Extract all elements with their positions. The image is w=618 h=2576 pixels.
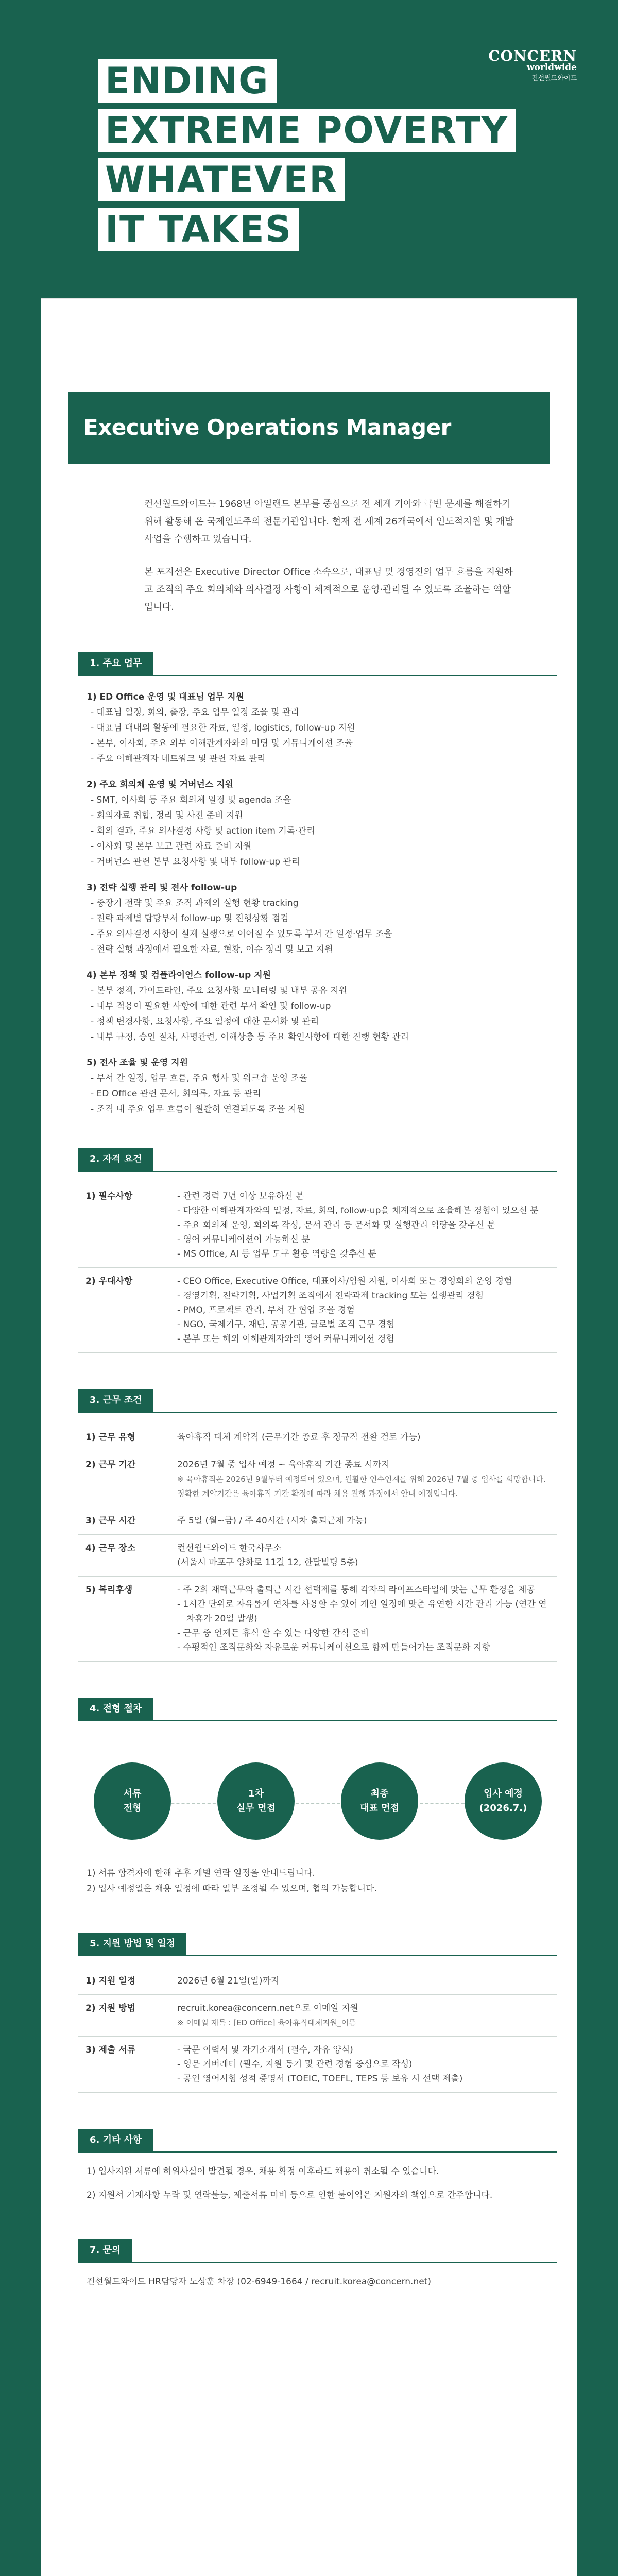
duty-group bbox=[87, 1055, 577, 1117]
row-label: 3) 근무 시간 bbox=[78, 1507, 170, 1535]
row-text: - CEO Office, Executive Office, 대표이사/임원 지원, 이사회 또는 경영회의 운영 경험 bbox=[177, 1276, 512, 1286]
duty-item: - 주요 의사결정 사항이 실제 실행으로 이어질 수 있도록 부서 간 일정·업무 조율 bbox=[91, 929, 392, 939]
section-title: 2. 자격 요건 bbox=[78, 1148, 153, 1171]
section-conditions-header bbox=[78, 1389, 557, 1413]
row-text: - 공인 영어시험 성적 증명서 (TOEIC, TOEFL, TEPS 등 보유 시 선택 제출) bbox=[177, 2074, 463, 2084]
duty-item: - SMT, 이사회 등 주요 회의체 일정 및 agenda 조율 bbox=[91, 795, 291, 805]
row-text: - 주 2회 재택근무와 출퇴근 시간 선택제를 통해 각자의 라이프스타일에 맞는 근무 환경을 제공 bbox=[177, 1585, 535, 1595]
hero-line: ENDING bbox=[98, 59, 277, 103]
hero-line: WHATEVER bbox=[98, 158, 345, 201]
job-posting-card bbox=[41, 299, 577, 2576]
hero-banner bbox=[0, 0, 618, 258]
duty-item: - 본부, 이사회, 주요 외부 이해관계자와의 미팅 및 커뮤니케이션 조율 bbox=[91, 738, 353, 749]
row-value bbox=[170, 1535, 557, 1577]
duty-group-title: 5) 전사 조율 및 운영 지원 bbox=[87, 1058, 188, 1068]
duty-item: - 전략 실행 과정에서 필요한 자료, 현황, 이슈 정리 및 보고 지원 bbox=[91, 944, 333, 955]
table-row bbox=[78, 1451, 557, 1507]
step-label: (2026.7.) bbox=[479, 1803, 527, 1814]
row-text: recruit.korea@concern.net으로 이메일 지원 bbox=[177, 2003, 358, 2013]
note-line: 1) 입사지원 서류에 허위사실이 발견될 경우, 채용 확정 이후라도 채용이 취소될 수 있습니다. bbox=[87, 2166, 439, 2177]
row-value bbox=[170, 1451, 557, 1507]
note-line: 1) 서류 합격자에 한해 추후 개별 연락 일정을 안내드립니다. bbox=[87, 1868, 315, 1878]
step-label: 입사 예정 bbox=[484, 1788, 523, 1799]
row-text: 주 5일 (월~금) / 주 40시간 (시차 출퇴근제 가능) bbox=[177, 1516, 367, 1526]
row-label: 1) 근무 유형 bbox=[78, 1424, 170, 1451]
section-contact-header bbox=[78, 2239, 557, 2263]
table-row bbox=[78, 1995, 557, 2037]
row-text: - 경영기획, 전략기획, 사업기획 조직에서 전략과제 tracking 또는 실행관리 경험 bbox=[177, 1291, 484, 1301]
step-label: 전형 bbox=[123, 1803, 142, 1814]
section-other-header bbox=[78, 2129, 557, 2153]
row-text: - 본부 또는 해외 이해관계자와의 영어 커뮤니케이션 경험 bbox=[177, 1334, 394, 1344]
step-label: 최종 bbox=[370, 1788, 389, 1799]
row-label: 2) 우대사항 bbox=[78, 1268, 170, 1353]
row-note: ※ 육아휴직은 2026년 9월부터 예정되어 있으며, 원활한 인수인계를 위해 2026년 7월 중 입사를 희망합니다. 정확한 계약기간은 육아휴직 기간 확정에 따라 채용 진행 과정에서 안내 예정입니다. bbox=[177, 1475, 546, 1498]
row-value bbox=[170, 1268, 557, 1353]
section-application-header bbox=[78, 1933, 557, 1956]
row-text: - 근무 중 언제든 휴식 할 수 있는 다양한 간식 준비 bbox=[177, 1628, 369, 1638]
logo-sub: worldwide bbox=[526, 62, 577, 73]
section-title: 6. 기타 사항 bbox=[78, 2129, 153, 2151]
table-row bbox=[78, 1268, 557, 1353]
contact-info: 컨선월드와이드 HR담당자 노상훈 차장 (02-6949-1664 / recruit.korea@concern.net) bbox=[87, 2277, 431, 2287]
row-text: - 관련 경력 7년 이상 보유하신 분 bbox=[177, 1191, 304, 1201]
row-label: 5) 복리후생 bbox=[78, 1577, 170, 1662]
step-label: 1차 bbox=[248, 1788, 264, 1799]
row-text: - 국문 이력서 및 자기소개서 (필수, 자유 양식) bbox=[177, 2045, 353, 2055]
row-value bbox=[170, 1183, 557, 1268]
table-row bbox=[78, 1424, 557, 1451]
duty-item: - 대표님 일정, 회의, 출장, 주요 업무 일정 조율 및 관리 bbox=[91, 707, 299, 718]
row-text: - 다양한 이해관계자와의 일정, 자료, 회의, follow-up을 체계적으로 조율해본 경험이 있으신 분 bbox=[177, 1206, 539, 1216]
row-text: - NGO, 국제기구, 재단, 공공기관, 글로벌 조직 근무 경험 bbox=[177, 1319, 395, 1330]
duty-group-title: 3) 전략 실행 관리 및 전사 follow-up bbox=[87, 883, 237, 893]
row-label: 4) 근무 장소 bbox=[78, 1535, 170, 1577]
note-line: 2) 지원서 기재사항 누락 및 연락불능, 제출서류 미비 등으로 인한 불이익은 지원자의 책임으로 간주합니다. bbox=[87, 2190, 493, 2200]
section-duties-header bbox=[78, 652, 557, 676]
row-text: - MS Office, AI 등 업무 도구 활용 역량을 갖추신 분 bbox=[177, 1249, 377, 1259]
duty-item: - 본부 정책, 가이드라인, 주요 요청사항 모니터링 및 내부 공유 지원 bbox=[91, 986, 347, 996]
intro-paragraph: 컨선월드와이드는 1968년 아일랜드 본부를 중심으로 전 세계 기아와 극빈 문제를 해결하기 위해 활동해 온 국제인도주의 전문기관입니다. 현재 전 세계 26개국에서 인도적지원 및 개발 사업을 수행하고 있습니다. bbox=[144, 499, 514, 545]
process-step bbox=[465, 1762, 542, 1840]
row-text: - PMO, 프로젝트 관리, 부서 간 협업 조율 경험 bbox=[177, 1305, 355, 1315]
row-value bbox=[170, 1577, 557, 1662]
row-text: - 1시간 단위로 자유롭게 연차를 사용할 수 있어 개인 일정에 맞춘 유연한 시간 관리 가능 (연간 연차휴가 20일 발생) bbox=[177, 1599, 547, 1624]
row-label: 1) 지원 일정 bbox=[78, 1968, 170, 1995]
duty-group-title: 1) ED Office 운영 및 대표님 업무 지원 bbox=[87, 692, 244, 702]
row-text: 2026년 7월 중 입사 예정 ~ 육아휴직 기간 종료 시까지 bbox=[177, 1460, 390, 1470]
duty-group bbox=[87, 777, 577, 870]
duty-item: - 조직 내 주요 업무 흐름이 원활히 연결되도록 조율 지원 bbox=[91, 1104, 305, 1114]
duty-group bbox=[87, 968, 577, 1045]
row-text: - 영어 커뮤니케이션이 가능하신 분 bbox=[177, 1234, 310, 1245]
row-label: 3) 제출 서류 bbox=[78, 2037, 170, 2093]
hiring-process bbox=[78, 1742, 557, 1866]
duty-item: - 전략 과제별 담당부서 follow-up 및 진행상황 점검 bbox=[91, 913, 289, 924]
section-process-header bbox=[78, 1698, 557, 1721]
table-row bbox=[78, 1968, 557, 1995]
duty-group-title: 2) 주요 회의체 운영 및 거버넌스 지원 bbox=[87, 779, 234, 790]
duties-list bbox=[87, 689, 577, 1117]
duty-item: - 내부 규정, 승인 절차, 사명관련, 이해상충 등 주요 확인사항에 대한 진행 현황 관리 bbox=[91, 1032, 409, 1042]
section-title: 7. 문의 bbox=[78, 2239, 132, 2262]
row-text: - 수평적인 조직문화와 자유로운 커뮤니케이션으로 함께 만들어가는 조직문화 지향 bbox=[177, 1642, 490, 1653]
duty-item: - 대표님 대내외 활동에 필요한 자료, 일정, logistics, follow-up 지원 bbox=[91, 723, 355, 733]
row-value bbox=[170, 1968, 557, 1995]
intro-paragraph: 본 포지션은 Executive Director Office 소속으로, 대표님 및 경영진의 업무 흐름을 지원하고 조직의 주요 회의체와 의사결정 사항이 체계적으로 운영·관리될 수 있도록 조율하는 역할입니다. bbox=[144, 567, 513, 613]
row-note: ※ 이메일 제목 : [ED Office] 육아휴직대체지원_이름 bbox=[177, 2018, 356, 2027]
section-title: 1. 주요 업무 bbox=[78, 652, 153, 675]
duty-item: - 부서 간 일정, 업무 흐름, 주요 행사 및 워크숍 운영 조율 bbox=[91, 1073, 308, 1083]
duty-item: - 중장기 전략 및 주요 조직 과제의 실행 현황 tracking bbox=[91, 898, 299, 908]
table-row bbox=[78, 1535, 557, 1577]
application-table bbox=[78, 1968, 557, 2093]
duty-item: - 회의 결과, 주요 의사결정 사항 및 action item 기록·관리 bbox=[91, 826, 315, 836]
process-step bbox=[217, 1762, 295, 1840]
table-row bbox=[78, 1507, 557, 1535]
row-value bbox=[170, 1995, 557, 2037]
row-text: - 영문 커버레터 (필수, 지원 동기 및 관련 경험 중심으로 작성) bbox=[177, 2059, 413, 2070]
step-label: 서류 bbox=[123, 1788, 142, 1799]
job-title: Executive Operations Manager bbox=[68, 392, 550, 464]
row-text: 컨선월드와이드 한국사무소 bbox=[177, 1543, 282, 1553]
duty-group bbox=[87, 880, 577, 957]
row-value bbox=[170, 1507, 557, 1535]
table-row bbox=[78, 1577, 557, 1662]
duty-item: - 거버넌스 관련 본부 요청사항 및 내부 follow-up 관리 bbox=[91, 857, 300, 867]
row-text: 육아휴직 대체 계약직 (근무기간 종료 후 정규직 전환 검토 가능) bbox=[177, 1432, 421, 1443]
section-title: 5. 지원 방법 및 일정 bbox=[78, 1933, 186, 1955]
section-qualifications-header bbox=[78, 1148, 557, 1172]
intro-text bbox=[144, 496, 515, 616]
section-title: 4. 전형 절차 bbox=[78, 1698, 153, 1720]
logo-brand: CONCERN bbox=[488, 47, 577, 64]
logo-sub-korean: 컨선월드와이드 bbox=[531, 75, 577, 82]
process-step bbox=[341, 1762, 418, 1840]
process-notes bbox=[87, 1866, 577, 1896]
other-notes bbox=[87, 2164, 525, 2203]
row-value bbox=[170, 2037, 557, 2093]
row-label: 1) 필수사항 bbox=[78, 1183, 170, 1268]
note-line: 2) 입사 예정일은 채용 일정에 따라 일부 조정될 수 있으며, 협의 가능합니다. bbox=[87, 1884, 377, 1894]
qualifications-table bbox=[78, 1183, 557, 1353]
duty-group bbox=[87, 689, 577, 767]
conditions-table bbox=[78, 1424, 557, 1662]
step-label: 대표 면접 bbox=[360, 1803, 399, 1814]
process-connector bbox=[140, 1803, 470, 1804]
row-value bbox=[170, 1424, 557, 1451]
table-row bbox=[78, 2037, 557, 2093]
duty-item: - ED Office 관련 문서, 회의록, 자료 등 관리 bbox=[91, 1089, 261, 1099]
duty-item: - 주요 이해관계자 네트워크 및 관련 자료 관리 bbox=[91, 754, 266, 764]
hero-line: EXTREME POVERTY bbox=[98, 109, 516, 152]
row-text: (서울시 마포구 양화로 11길 12, 한달빌딩 5층) bbox=[177, 1557, 358, 1568]
row-label: 2) 지원 방법 bbox=[78, 1995, 170, 2037]
duty-item: - 내부 적용이 필요한 사항에 대한 관련 부서 확인 및 follow-up bbox=[91, 1001, 331, 1011]
hero-slogan bbox=[98, 59, 516, 257]
table-row bbox=[78, 1183, 557, 1268]
duty-item: - 이사회 및 본부 보고 관련 자료 준비 지원 bbox=[91, 841, 252, 852]
section-title: 3. 근무 조건 bbox=[78, 1389, 153, 1412]
duty-item: - 회의자료 취합, 정리 및 사전 준비 지원 bbox=[91, 810, 243, 821]
row-label: 2) 근무 기간 bbox=[78, 1451, 170, 1507]
row-text: - 주요 회의체 운영, 회의록 작성, 문서 관리 등 문서화 및 실행관리 역량을 갖추신 분 bbox=[177, 1220, 496, 1230]
duty-item: - 정책 변경사항, 요청사항, 주요 일정에 대한 문서화 및 관리 bbox=[91, 1016, 319, 1027]
hero-line: IT TAKES bbox=[98, 208, 299, 251]
row-text: 2026년 6월 21일(일)까지 bbox=[177, 1976, 280, 1986]
step-label: 실무 면접 bbox=[236, 1803, 276, 1814]
process-step bbox=[94, 1762, 171, 1840]
duty-group-title: 4) 본부 정책 및 컴플라이언스 follow-up 지원 bbox=[87, 970, 271, 980]
